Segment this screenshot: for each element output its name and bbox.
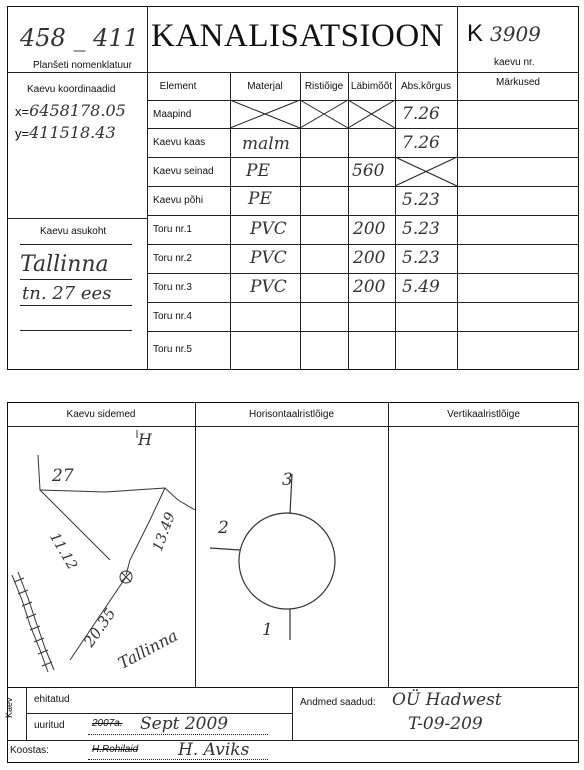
location-line1: Tallinna <box>20 252 109 277</box>
row-labimoot-4: 200 <box>353 219 386 239</box>
pipe-label-2: 2 <box>218 518 229 538</box>
row-element-7: Toru nr.4 <box>153 311 192 322</box>
sketch-header-connections: Kaevu sidemed <box>66 408 136 420</box>
pipe-line-2 <box>210 548 240 550</box>
row-element-3: Kaevu põhi <box>153 195 204 206</box>
row-abs-5: 5.23 <box>402 248 440 268</box>
map-label-2035: 20.35 <box>80 604 120 651</box>
footer-data-divider <box>292 687 293 740</box>
map-label-1349: 13.49 <box>150 510 179 554</box>
pipe-section-circle <box>239 513 335 609</box>
map-label-27: 27 <box>52 466 74 486</box>
data-source-line2: T-09-209 <box>408 714 483 734</box>
map-label-street: Tallinna <box>115 625 181 673</box>
header-abs: Abs.kõrgus <box>400 80 452 92</box>
well-number: 3909 <box>490 22 541 46</box>
row-materjal-3: PE <box>248 189 272 209</box>
map-label-1112: 11.12 <box>46 530 81 573</box>
page-title: KANALISATSIOON <box>151 18 444 54</box>
y-value: 411518.43 <box>29 123 116 142</box>
kaev-label: Kaev <box>4 697 14 718</box>
nomenclature-label: Planšeti nomenklatuur <box>33 60 132 71</box>
data-source-line1: OÜ Hadwest <box>392 690 502 710</box>
row-element-4: Toru nr.1 <box>153 224 192 235</box>
row-element-5: Toru nr.2 <box>153 253 192 264</box>
location-line2: tn. 27 ees <box>22 283 112 304</box>
row-abs-1: 7.26 <box>402 133 440 153</box>
measured-value: Sept 2009 <box>140 714 229 734</box>
y-prefix: y= <box>15 126 30 141</box>
author-new: H. Aviks <box>178 740 250 760</box>
header-element: Element <box>159 80 197 92</box>
measured-old-value: 2007a. <box>92 718 123 729</box>
row-labimoot-2: 560 <box>352 161 385 181</box>
measured-label: uuritud <box>34 720 65 731</box>
row-element-0: Maapind <box>153 108 192 120</box>
header-labimoot: Läbimõõt <box>350 80 393 92</box>
footer-bottom-line <box>7 740 579 741</box>
row-materjal-6: PVC <box>250 277 287 297</box>
row-labimoot-6: 200 <box>353 277 386 297</box>
sketch-header-horizontal: Horisontaalristlõige <box>248 408 335 420</box>
x-value: 6458178.05 <box>29 101 126 120</box>
row-materjal-1: malm <box>242 134 290 154</box>
row-materjal-4: PVC <box>250 219 287 239</box>
street-edge-b <box>18 572 54 670</box>
row-element-1: Kaevu kaas <box>153 137 206 148</box>
row-materjal-5: PVC <box>250 248 287 268</box>
author-label: Koostas: <box>10 745 49 756</box>
author-underline <box>88 759 268 760</box>
street-edge-a <box>12 575 48 672</box>
row-materjal-2: PE <box>246 161 270 181</box>
well-number-label: kaevu nr. <box>494 57 535 68</box>
row-labimoot-5: 200 <box>353 248 386 268</box>
built-label: ehitatud <box>34 694 70 705</box>
row-abs-4: 5.23 <box>402 219 440 239</box>
row-abs-3: 5.23 <box>402 190 440 210</box>
k-letter: K <box>467 20 484 47</box>
row-abs-6: 5.49 <box>402 277 440 297</box>
coords-label: Kaevu koordinaadid <box>27 84 116 95</box>
row-abs-0: 7.26 <box>402 104 440 124</box>
measured-underline <box>88 734 268 735</box>
row-element-2: Kaevu seinad <box>153 166 214 177</box>
header-ristloige: Ristiõige <box>304 80 344 92</box>
map-label-h: H <box>138 430 152 449</box>
data-source-label: Andmed saadud: <box>300 697 376 708</box>
location-label: Kaevu asukoht <box>40 226 107 237</box>
hatch-8 <box>42 662 52 666</box>
row-element-8: Toru nr.5 <box>153 343 192 355</box>
sketch-header-vertical: Vertikaalristlõige <box>447 408 520 420</box>
pipe-label-1: 1 <box>262 620 273 640</box>
hatch-1 <box>14 578 24 582</box>
header-markused: Märkused <box>496 76 540 88</box>
x-prefix: x= <box>15 104 30 119</box>
nomenclature-value: 458 _ 411 <box>20 24 139 52</box>
plot-boundary-top <box>40 488 195 510</box>
row-element-6: Toru nr.3 <box>153 282 192 293</box>
header-materjal: Materjal <box>247 80 283 92</box>
pipe-label-3: 3 <box>282 470 293 490</box>
author-old: H.Rohilaid <box>92 744 139 755</box>
